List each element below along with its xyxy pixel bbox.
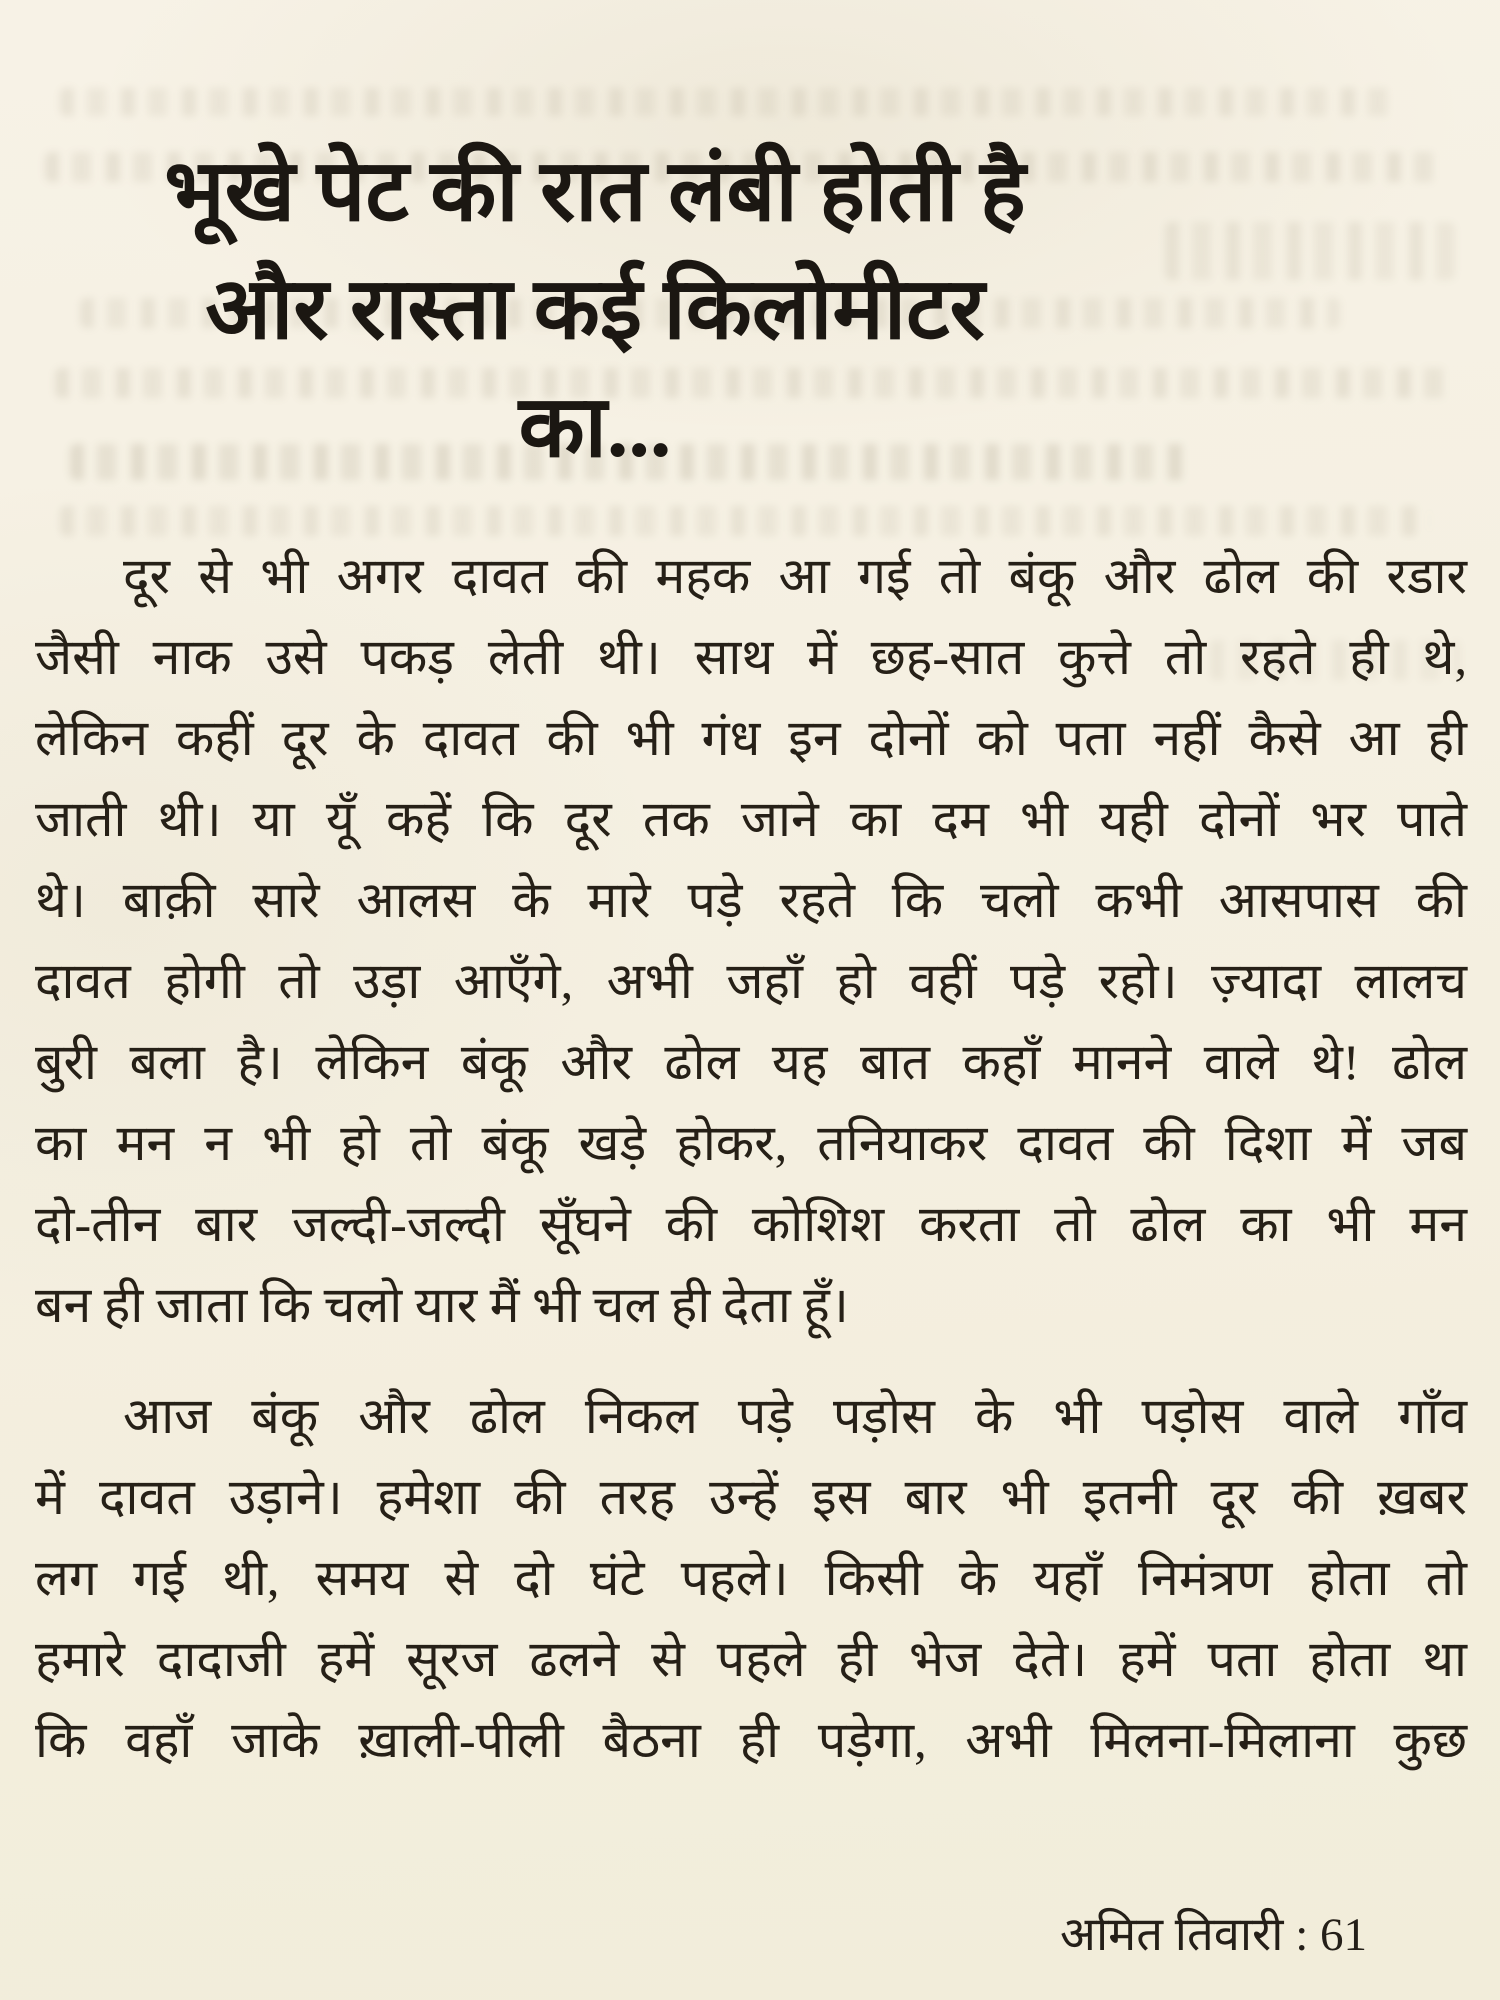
text-line-content: लेकिन कहीं दूर के दावत की भी गंध इन दोनों को पता नहीं कैसे आ ही xyxy=(35,710,1467,766)
paragraph xyxy=(35,1376,1467,1781)
text-line xyxy=(35,536,1467,617)
text-line-content: दो-तीन बार जल्दी-जल्दी सूँघने की कोशिश करता तो ढोल का भी मन xyxy=(35,1196,1467,1252)
text-line xyxy=(35,1700,1467,1781)
text-line-content: का मन न भी हो तो बंकू खड़े होकर, तनियाकर दावत की दिशा में जब xyxy=(35,1115,1467,1171)
text-line xyxy=(35,1538,1467,1619)
text-line xyxy=(35,1022,1467,1103)
bleed-through-texture xyxy=(60,88,1400,116)
text-line xyxy=(35,779,1467,860)
text-line-content: जाती थी। या यूँ कहें कि दूर तक जाने का दम भी यही दोनों भर पाते xyxy=(35,791,1467,847)
text-line xyxy=(35,1376,1467,1457)
text-line-content: कि वहाँ जाके ख़ाली-पीली बैठना ही पड़ेगा, अभी मिलना-मिलाना कुछ xyxy=(35,1712,1467,1768)
text-line-content: लग गई थी, समय से दो घंटे पहले। किसी के यहाँ निमंत्रण होता तो xyxy=(35,1550,1467,1606)
text-line-content: थे। बाक़ी सारे आलस के मारे पड़े रहते कि चलो कभी आसपास की xyxy=(35,872,1467,928)
page-title xyxy=(30,132,1160,486)
text-line xyxy=(35,1619,1467,1700)
footer-author-page-number: अमित तिवारी : 61 xyxy=(1060,1909,1367,1961)
title-line: और रास्ता कई किलोमीटर xyxy=(205,261,985,357)
title-line: का... xyxy=(518,379,672,475)
text-line-content: दूर से भी अगर दावत की महक आ गई तो बंकू और ढोल की रडार xyxy=(123,548,1467,604)
bleed-through-texture xyxy=(1165,222,1455,280)
text-line-content: जैसी नाक उसे पकड़ लेती थी। साथ में छह-सात कुत्ते तो रहते ही थे, xyxy=(35,629,1467,685)
text-line xyxy=(35,860,1467,941)
text-line xyxy=(35,941,1467,1022)
text-line xyxy=(35,1265,1467,1346)
text-line xyxy=(35,1184,1467,1265)
text-line xyxy=(35,1103,1467,1184)
text-line-content: हमारे दादाजी हमें सूरज ढलने से पहले ही भेज देते। हमें पता होता था xyxy=(35,1631,1467,1687)
text-line xyxy=(35,617,1467,698)
bleed-through-texture xyxy=(60,506,1430,536)
text-line-content: आज बंकू और ढोल निकल पड़े पड़ोस के भी पड़ोस वाले गाँव xyxy=(123,1388,1467,1444)
text-line-content: दावत होगी तो उड़ा आएँगे, अभी जहाँ हो वहीं पड़े रहो। ज़्यादा लालच xyxy=(35,953,1467,1009)
text-line-content: बन ही जाता कि चलो यार मैं भी चल ही देता हूँ। xyxy=(35,1277,849,1333)
story-body xyxy=(35,536,1467,1781)
text-line-content: में दावत उड़ाने। हमेशा की तरह उन्हें इस बार भी इतनी दूर की ख़बर xyxy=(35,1469,1467,1525)
text-line-content: बुरी बला है। लेकिन बंकू और ढोल यह बात कहाँ मानने वाले थे! ढोल xyxy=(35,1034,1467,1090)
title-line: भूखे पेट की रात लंबी होती है xyxy=(164,143,1026,239)
text-line xyxy=(35,1457,1467,1538)
paragraph xyxy=(35,536,1467,1346)
text-line xyxy=(35,698,1467,779)
